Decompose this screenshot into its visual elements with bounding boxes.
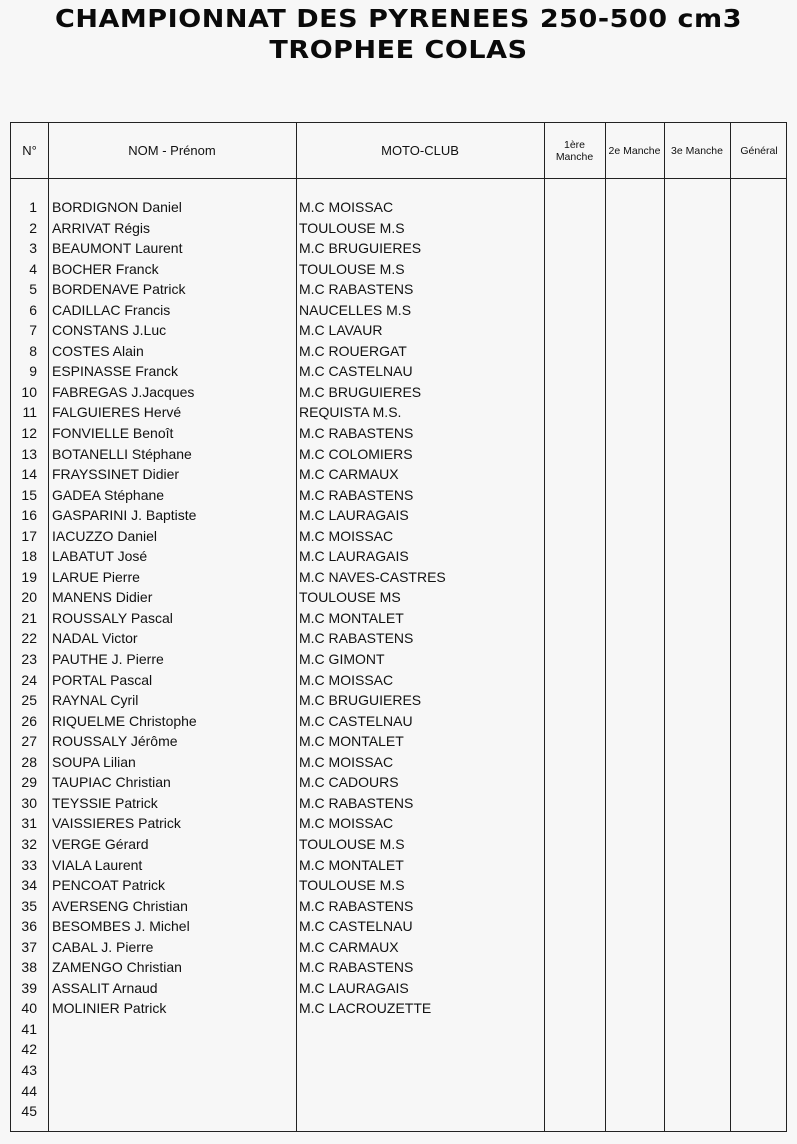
row-number: 13	[21, 445, 37, 462]
table-row	[11, 731, 788, 752]
row-number: 3	[29, 240, 37, 257]
moto-club: M.C RABASTENS	[299, 794, 414, 811]
rider-name: AVERSENG Christian	[52, 897, 188, 914]
table-row	[11, 793, 788, 814]
table-row	[11, 896, 788, 917]
header-manche-2: 2e Manche	[608, 144, 661, 157]
moto-club: M.C RABASTENS	[299, 959, 414, 976]
moto-club: M.C MONTALET	[299, 609, 404, 626]
moto-club: M.C RABASTENS	[299, 486, 414, 503]
table-row	[11, 485, 788, 506]
header-name: NOM - Prénom	[128, 143, 216, 158]
table-row	[11, 957, 788, 978]
moto-club: M.C CASTELNAU	[299, 918, 413, 935]
row-number: 8	[29, 342, 37, 359]
table-row	[11, 341, 788, 362]
table-row	[11, 546, 788, 567]
moto-club: TOULOUSE MS	[299, 589, 401, 606]
row-number: 25	[21, 692, 37, 709]
row-number: 17	[21, 527, 37, 544]
rider-name: MANENS Didier	[52, 589, 153, 606]
moto-club: M.C CASTELNAU	[299, 712, 413, 729]
table-row	[11, 1019, 788, 1040]
row-number: 6	[29, 301, 37, 318]
moto-club: M.C LAURAGAIS	[299, 548, 409, 565]
row-number: 27	[21, 733, 37, 750]
moto-club: M.C MOISSAC	[299, 815, 394, 832]
row-number: 38	[21, 959, 37, 976]
row-number: 14	[21, 466, 37, 483]
table-row	[11, 772, 788, 793]
row-number: 35	[21, 897, 37, 914]
moto-club: M.C MOISSAC	[299, 527, 394, 544]
rider-name: BOTANELLI Stéphane	[52, 445, 192, 462]
row-number: 31	[21, 815, 37, 832]
header-no: N°	[22, 143, 37, 158]
table-row	[11, 628, 788, 649]
table-row	[11, 402, 788, 423]
row-number: 23	[21, 651, 37, 668]
table-row	[11, 649, 788, 670]
rider-name: FRAYSSINET Didier	[52, 466, 180, 483]
header-manche-3: 3e Manche	[671, 144, 723, 157]
rider-name: BEAUMONT Laurent	[52, 240, 183, 257]
rider-name: COSTES Alain	[52, 342, 144, 359]
table-row	[11, 608, 788, 629]
rider-name: PAUTHE J. Pierre	[52, 651, 164, 668]
row-number: 43	[21, 1061, 37, 1078]
rider-name: MOLINIER Patrick	[52, 1000, 167, 1017]
row-number: 44	[21, 1082, 37, 1099]
table-row	[11, 855, 788, 876]
row-number: 1	[29, 199, 37, 215]
rider-name: SOUPA Lilian	[52, 753, 136, 770]
table-row	[11, 1039, 788, 1060]
moto-club: M.C BRUGUIERES	[299, 240, 422, 257]
rider-name: ROUSSALY Pascal	[52, 609, 173, 626]
table-row	[11, 587, 788, 608]
moto-club: M.C LAVAUR	[299, 322, 383, 339]
rider-name: GADEA Stéphane	[52, 486, 165, 503]
moto-club: M.C ROUERGAT	[299, 342, 407, 359]
rider-name: IACUZZO Daniel	[52, 527, 158, 544]
moto-club: TOULOUSE M.S	[299, 835, 405, 852]
rider-name: BESOMBES J. Michel	[52, 918, 190, 935]
table-row	[11, 1060, 788, 1081]
table-row	[11, 711, 788, 732]
moto-club: M.C CARMAUX	[299, 466, 399, 483]
row-number: 29	[21, 774, 37, 791]
moto-club: M.C CARMAUX	[299, 938, 399, 955]
row-number: 21	[21, 609, 37, 626]
moto-club: TOULOUSE M.S	[299, 219, 405, 236]
row-number: 7	[29, 322, 37, 339]
moto-club: M.C LAURAGAIS	[299, 507, 409, 524]
header-general: Général	[740, 144, 778, 157]
moto-club: TOULOUSE M.S	[299, 260, 405, 277]
rider-name: VAISSIERES Patrick	[52, 815, 181, 832]
rider-name: ARRIVAT Régis	[52, 219, 151, 236]
rider-name: PORTAL Pascal	[52, 671, 153, 688]
row-number: 4	[29, 260, 37, 277]
table-row	[11, 670, 788, 691]
moto-club: M.C CADOURS	[299, 774, 399, 791]
row-number: 41	[21, 1020, 37, 1037]
rider-name: TAUPIAC Christian	[52, 774, 171, 791]
rider-name: TEYSSIE Patrick	[52, 794, 158, 811]
rider-name: NADAL Victor	[52, 630, 138, 647]
moto-club: M.C RABASTENS	[299, 425, 414, 442]
table-row	[11, 218, 788, 239]
row-number: 5	[29, 281, 37, 298]
moto-club: M.C MOISSAC	[299, 671, 394, 688]
row-number: 45	[21, 1103, 37, 1120]
rider-name: RAYNAL Cyril	[52, 692, 139, 709]
row-number: 22	[21, 630, 37, 647]
row-number: 37	[21, 938, 37, 955]
row-number: 15	[21, 486, 37, 503]
rider-name: CADILLAC Francis	[52, 301, 171, 318]
row-number: 18	[21, 548, 37, 565]
rider-name: PENCOAT Patrick	[52, 877, 166, 894]
table-row	[11, 238, 788, 259]
row-number: 32	[21, 835, 37, 852]
rider-name: RIQUELME Christophe	[52, 712, 197, 729]
header-club: MOTO-CLUB	[381, 143, 459, 158]
table-row	[11, 1081, 788, 1102]
moto-club: M.C MONTALET	[299, 733, 404, 750]
table-row	[11, 834, 788, 855]
table-row	[11, 464, 788, 485]
table-row	[11, 320, 788, 341]
rider-name: FALGUIERES Hervé	[52, 404, 182, 421]
header-manche-1: 1ère Manche	[555, 138, 594, 163]
row-number: 34	[21, 877, 37, 894]
moto-club: M.C LAURAGAIS	[299, 979, 409, 996]
rider-name: GASPARINI J. Baptiste	[52, 507, 197, 524]
table-row	[11, 444, 788, 465]
rider-name: CONSTANS J.Luc	[52, 322, 167, 339]
rider-name: FONVIELLE Benoît	[52, 425, 174, 442]
row-number: 33	[21, 856, 37, 873]
moto-club: M.C MONTALET	[299, 856, 404, 873]
table-row	[11, 423, 788, 444]
page-subtitle: TROPHEE COLAS	[269, 35, 528, 64]
rider-name: ASSALIT Arnaud	[52, 979, 158, 996]
rider-name: ROUSSALY Jérôme	[52, 733, 178, 750]
rider-name: BORDIGNON Daniel	[52, 199, 182, 215]
table-row	[11, 197, 788, 218]
rider-name: CABAL J. Pierre	[52, 938, 154, 955]
row-number: 9	[29, 363, 37, 380]
moto-club: REQUISTA M.S.	[299, 404, 402, 421]
table-row	[11, 978, 788, 999]
table-row	[11, 567, 788, 588]
rider-name: BOCHER Franck	[52, 260, 159, 277]
row-number: 26	[21, 712, 37, 729]
rider-name: LARUE Pierre	[52, 568, 140, 585]
row-number: 42	[21, 1041, 37, 1058]
moto-club: M.C RABASTENS	[299, 630, 414, 647]
moto-club: M.C NAVES-CASTRES	[299, 568, 446, 585]
row-number: 2	[29, 219, 37, 236]
table-row	[11, 813, 788, 834]
rider-name: ESPINASSE Franck	[52, 363, 179, 380]
row-number: 36	[21, 918, 37, 935]
moto-club: TOULOUSE M.S	[299, 877, 405, 894]
row-number: 12	[21, 425, 37, 442]
row-number: 39	[21, 979, 37, 996]
row-number: 30	[21, 794, 37, 811]
table-row	[11, 382, 788, 403]
moto-club: M.C GIMONT	[299, 651, 385, 668]
row-number: 24	[21, 671, 37, 688]
rider-name: LABATUT José	[52, 548, 148, 565]
moto-club: NAUCELLES M.S	[299, 301, 412, 318]
table-row	[11, 300, 788, 321]
row-number: 11	[22, 404, 37, 421]
row-number: 19	[21, 568, 37, 585]
table-row	[11, 1101, 788, 1122]
moto-club: M.C BRUGUIERES	[299, 692, 422, 709]
moto-club: M.C COLOMIERS	[299, 445, 413, 462]
row-number: 10	[21, 383, 37, 400]
row-number: 40	[21, 1000, 37, 1017]
page-title: CHAMPIONNAT DES PYRENEES 250-500 cm3	[54, 4, 743, 33]
table-row	[11, 875, 788, 896]
moto-club: M.C LACROUZETTE	[299, 1000, 432, 1017]
table-row	[11, 916, 788, 937]
table-row	[11, 526, 788, 547]
rider-name: VERGE Gérard	[52, 835, 149, 852]
table-row	[11, 752, 788, 773]
table-row	[11, 505, 788, 526]
moto-club: M.C MOISSAC	[299, 199, 394, 215]
rider-name: BORDENAVE Patrick	[52, 281, 186, 298]
table-body	[11, 197, 788, 1122]
moto-club: M.C MOISSAC	[299, 753, 394, 770]
results-table	[10, 122, 787, 1132]
rider-name: VIALA Laurent	[52, 856, 143, 873]
header-divider	[11, 178, 786, 179]
table-row	[11, 690, 788, 711]
rider-name: FABREGAS J.Jacques	[52, 383, 195, 400]
moto-club: M.C CASTELNAU	[299, 363, 413, 380]
table-row	[11, 279, 788, 300]
row-number: 20	[21, 589, 37, 606]
row-number: 16	[21, 507, 37, 524]
table-row	[11, 937, 788, 958]
moto-club: M.C RABASTENS	[299, 897, 414, 914]
table-row	[11, 259, 788, 280]
rider-name: ZAMENGO Christian	[52, 959, 182, 976]
moto-club: M.C RABASTENS	[299, 281, 414, 298]
moto-club: M.C BRUGUIERES	[299, 383, 422, 400]
table-row	[11, 998, 788, 1019]
row-number: 28	[21, 753, 37, 770]
table-row	[11, 361, 788, 382]
